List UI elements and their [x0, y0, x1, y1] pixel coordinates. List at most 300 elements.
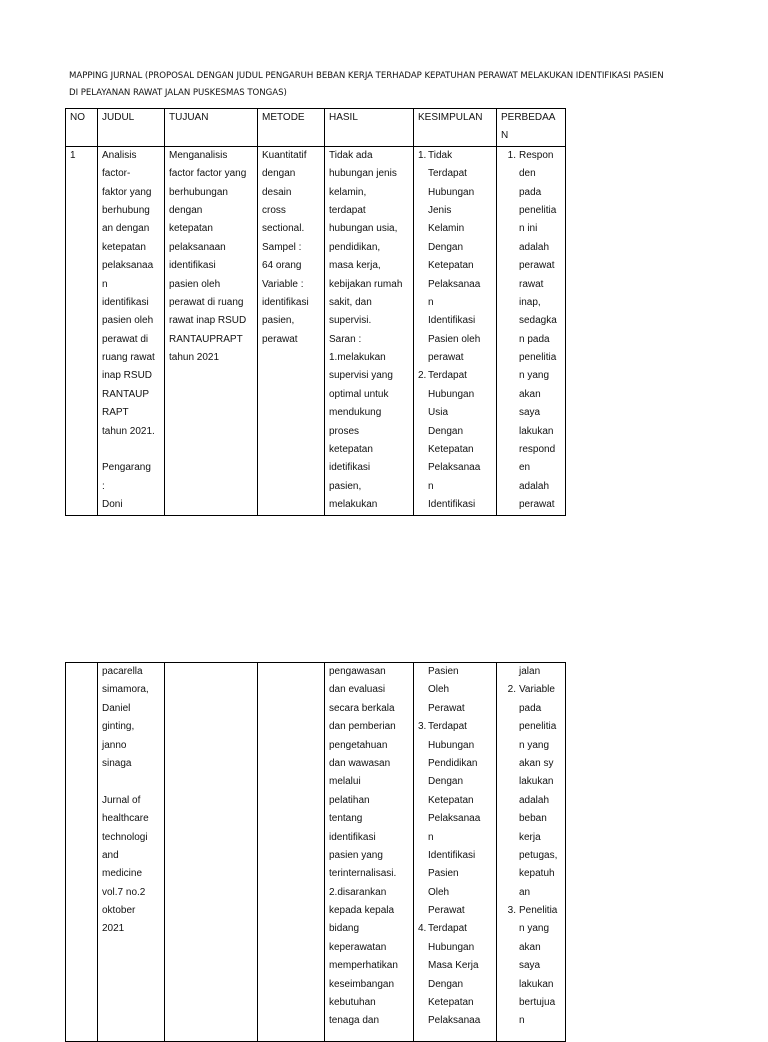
list-text: Pelaksanaa	[428, 813, 481, 825]
document-title	[69, 68, 729, 102]
cell-line: perawat di	[102, 333, 149, 345]
list-item-line	[418, 276, 493, 294]
list-text: an	[519, 886, 531, 898]
list-text: petugas,	[519, 849, 558, 861]
cell-line: TUJUAN	[169, 112, 209, 123]
cell-line: masa kerja,	[329, 260, 381, 272]
title-line-2: DI PELAYANAN RAWAT JALAN PUSKESMAS TONGAS)	[69, 88, 287, 98]
cell-line: cross	[262, 204, 286, 216]
cell-hasil	[325, 663, 414, 1042]
list-item-line	[501, 184, 562, 202]
cell-line: hubungan jenis	[329, 168, 397, 180]
list-text: Kelamin	[428, 223, 465, 235]
cell-line: identifikasi	[329, 831, 376, 843]
cell-line: identifikasi	[262, 296, 309, 308]
cell-line: Kuantitatif	[262, 149, 307, 161]
cell-line: Tidak ada	[329, 149, 373, 161]
cell-line: optimal untuk	[329, 388, 389, 400]
list-text: Ketepatan	[428, 794, 474, 806]
list-text: perawat	[519, 260, 555, 272]
list-item-line	[418, 312, 493, 330]
list-text: bertujua	[519, 997, 556, 1009]
list-item-line	[501, 349, 562, 367]
list-item-line	[418, 184, 493, 202]
list-text: Dengan	[428, 241, 464, 253]
list-item-line	[501, 202, 562, 220]
cell-line: keperawatan	[329, 941, 387, 953]
list-item-line	[501, 496, 562, 514]
cell-line: RAPT	[102, 407, 129, 419]
list-item-line	[501, 939, 562, 957]
list-text: Respon	[519, 149, 554, 161]
cell-line: Pengarang	[102, 462, 151, 474]
list-text: Pasien	[428, 666, 459, 677]
cell-line: :	[102, 480, 105, 492]
list-text: Pasien oleh	[428, 333, 481, 345]
list-text: den	[519, 168, 536, 180]
list-item-line	[501, 220, 562, 238]
list-item-start	[418, 920, 493, 938]
cell-line: medicine	[102, 868, 143, 880]
list-item-line	[418, 386, 493, 404]
list-text: Terdapat	[428, 721, 467, 733]
header-kesimpulan	[414, 109, 497, 147]
list-text: Identifikasi	[428, 849, 476, 861]
cell-judul	[98, 146, 165, 515]
cell-line: perawat	[262, 333, 298, 345]
list-item-line	[501, 792, 562, 810]
list-text: Terdapat	[428, 370, 467, 382]
cell-line: pelaksanaan	[169, 241, 226, 253]
cell-line: kelamin,	[329, 186, 367, 198]
cell-line: mendukung	[329, 407, 382, 419]
list-text: Hubungan	[428, 186, 475, 198]
mapping-table-page-2	[65, 662, 566, 1042]
cell-line: 1	[70, 149, 76, 161]
cell-line: Variable :	[262, 278, 304, 290]
cell-line: pasien,	[262, 315, 295, 327]
list-text: adalah	[519, 480, 550, 492]
cell-line: and	[102, 849, 119, 861]
table-row	[66, 663, 566, 1042]
cell-line: RANTAUPRAPT	[169, 333, 243, 345]
list-text: kepatuh	[519, 868, 555, 880]
cell-line: faktor yang	[102, 186, 152, 198]
cell-line: Analisis	[102, 149, 137, 161]
list-text: penelitia	[519, 721, 557, 733]
cell-line: Daniel	[102, 702, 131, 714]
list-item-line	[418, 478, 493, 496]
cell-line: identifikasi	[102, 296, 149, 308]
cell-line: keseimbangan	[329, 978, 395, 990]
list-number: 1.	[507, 149, 516, 161]
cell-line: perawat di ruang	[169, 296, 244, 308]
list-text: inap,	[519, 296, 541, 308]
cell-line: 64 orang	[262, 260, 302, 272]
cell-line: secara berkala	[329, 702, 395, 714]
cell-kesimpulan	[414, 146, 497, 515]
cell-line: kebijakan rumah	[329, 278, 403, 290]
cell-line: 1.melakukan	[329, 352, 386, 364]
cell-line: pasien oleh	[169, 278, 221, 290]
cell-line: pasien oleh	[102, 315, 154, 327]
list-item-line	[418, 459, 493, 477]
list-text: Oleh	[428, 684, 450, 696]
list-item-line	[501, 920, 562, 938]
list-text: Jenis	[428, 204, 452, 216]
list-number: 4.	[418, 923, 427, 935]
list-text: Variable	[519, 684, 555, 696]
list-item-line	[501, 829, 562, 847]
cell-line: bidang	[329, 923, 360, 935]
cell-line: Jurnal of	[102, 794, 141, 806]
list-text: adalah	[519, 794, 550, 806]
cell-line	[102, 773, 161, 791]
cell-line: supervisi.	[329, 315, 372, 327]
header-metode	[258, 109, 325, 147]
cell-line: dan pemberian	[329, 721, 396, 733]
cell-metode	[258, 663, 325, 1042]
cell-line: tahun 2021.	[102, 425, 155, 437]
cell-line: dengan	[169, 204, 203, 216]
list-item-line	[418, 902, 493, 920]
list-text: n	[428, 296, 434, 308]
list-item-start	[501, 681, 562, 699]
list-text: perawat	[428, 352, 464, 364]
cell-line: factor factor yang	[169, 168, 247, 180]
cell-line: tentang	[329, 813, 363, 825]
list-item-line	[418, 792, 493, 810]
cell-line: n	[102, 278, 108, 290]
list-text: akan	[519, 941, 541, 953]
cell-line: supervisi yang	[329, 370, 393, 382]
list-text: Penelitia	[519, 905, 558, 917]
cell-line: Sampel :	[262, 241, 302, 253]
cell-line: pasien yang	[329, 849, 383, 861]
list-text: penelitia	[519, 352, 557, 364]
cell-line: Doni	[102, 499, 123, 511]
list-text: n yang	[519, 923, 550, 935]
list-item-line	[501, 386, 562, 404]
list-text: rawat	[519, 278, 544, 290]
list-item-line	[418, 331, 493, 349]
cell-tujuan	[165, 146, 258, 515]
cell-line: idetifikasi	[329, 462, 371, 474]
list-item-start	[418, 147, 493, 165]
list-item-line	[501, 994, 562, 1012]
list-text: respond	[519, 444, 556, 456]
list-item-line	[501, 755, 562, 773]
cell-line: pengetahuan	[329, 739, 388, 751]
list-item-line	[418, 349, 493, 367]
list-item-start	[418, 367, 493, 385]
cell-line: dan evaluasi	[329, 684, 386, 696]
table-header-row	[66, 109, 566, 147]
list-text: lakukan	[519, 776, 554, 788]
list-item-line	[418, 663, 493, 681]
cell-line: tahun 2021	[169, 352, 220, 364]
list-text: Ketepatan	[428, 444, 474, 456]
list-text: Pelaksanaa	[428, 1015, 481, 1027]
list-number: 2.	[507, 684, 516, 696]
table-row	[66, 146, 566, 515]
cell-line: 2021	[102, 923, 125, 935]
cell-line: 2.disarankan	[329, 886, 387, 898]
list-item-line	[418, 957, 493, 975]
list-text: Hubungan	[428, 388, 475, 400]
cell-line: ketepatan	[169, 223, 213, 235]
title-line-1: MAPPING JURNAL (PROPOSAL DENGAN JUDUL PENGARUH BEBAN KERJA TERHADAP KEPATUHAN PERAWAT MELAKUKAN IDENTIFIKASI PASIEN	[69, 71, 664, 81]
list-item-line	[418, 239, 493, 257]
cell-line: HASIL	[329, 112, 358, 123]
header-hasil	[325, 109, 414, 147]
cell-line: memperhatikan	[329, 960, 398, 972]
cell-line: vol.7 no.2	[102, 886, 146, 898]
list-item-line	[501, 884, 562, 902]
list-item-start	[501, 147, 562, 165]
list-text: akan	[519, 388, 541, 400]
cell-judul	[98, 663, 165, 1042]
cell-line: sectional.	[262, 223, 305, 235]
cell-line: berhubungan	[169, 186, 228, 198]
list-item-line	[418, 257, 493, 275]
list-text: sedagka	[519, 315, 557, 327]
cell-line: desain	[262, 186, 292, 198]
cell-line: KESIMPULAN	[418, 112, 483, 123]
list-text: adalah	[519, 241, 550, 253]
cell-line: pasien,	[329, 480, 362, 492]
cell-line: pelaksanaa	[102, 260, 154, 272]
cell-line: proses	[329, 425, 360, 437]
cell-line: dengan	[262, 168, 296, 180]
cell-line: melakukan	[329, 499, 378, 511]
list-text: Dengan	[428, 425, 464, 437]
list-item-line	[418, 1012, 493, 1030]
list-text: Pendidikan	[428, 757, 478, 769]
cell-no	[66, 146, 98, 515]
mapping-table-page-1	[65, 108, 566, 516]
list-item-line	[501, 865, 562, 883]
list-item-line	[501, 976, 562, 994]
list-item-line	[501, 663, 562, 681]
cell-line: terinternalisasi.	[329, 868, 397, 880]
list-item-line	[418, 976, 493, 994]
list-text: akan sy	[519, 757, 554, 769]
list-text: lakukan	[519, 425, 554, 437]
list-item-line	[418, 294, 493, 312]
list-text: saya	[519, 960, 541, 972]
list-text: Usia	[428, 407, 449, 419]
cell-line: oktober	[102, 905, 136, 917]
list-text: Tidak	[428, 149, 453, 161]
list-item-line	[501, 276, 562, 294]
header-tujuan	[165, 109, 258, 147]
list-text: pada	[519, 702, 542, 714]
cell-line: sinaga	[102, 757, 132, 769]
list-text: pada	[519, 186, 542, 198]
cell-line: NO	[70, 112, 85, 123]
list-text: Terdapat	[428, 923, 467, 935]
cell-line: kebutuhan	[329, 997, 376, 1009]
list-item-line	[501, 700, 562, 718]
list-text: Pasien	[428, 868, 459, 880]
list-item-line	[501, 847, 562, 865]
cell-line: healthcare	[102, 813, 149, 825]
cell-line: technologi	[102, 831, 148, 843]
list-item-line	[501, 718, 562, 736]
list-text: Oleh	[428, 886, 450, 898]
list-item-line	[501, 312, 562, 330]
list-item-line	[418, 423, 493, 441]
list-item-line	[501, 459, 562, 477]
list-text: Masa Kerja	[428, 960, 479, 972]
list-item-line	[501, 478, 562, 496]
list-item-line	[418, 441, 493, 459]
cell-line: terdapat	[329, 204, 366, 216]
cell-line: berhubung	[102, 204, 150, 216]
list-text: Perawat	[428, 905, 465, 917]
list-item-line	[418, 496, 493, 514]
list-item-line	[418, 829, 493, 847]
cell-kesimpulan	[414, 663, 497, 1042]
list-text: Hubungan	[428, 941, 475, 953]
cell-hasil	[325, 146, 414, 515]
list-item-line	[418, 755, 493, 773]
header-perbedaan	[497, 109, 566, 147]
list-text: Pelaksanaa	[428, 462, 481, 474]
cell-perbedaan	[497, 146, 566, 515]
list-item-line	[501, 331, 562, 349]
list-item-line	[418, 165, 493, 183]
cell-line: pelatihan	[329, 794, 370, 806]
cell-line: melalui	[329, 776, 361, 788]
list-text: kerja	[519, 831, 541, 843]
cell-line: factor-	[102, 168, 131, 180]
cell-line: janno	[102, 739, 127, 751]
list-text: Identifikasi	[428, 499, 476, 511]
list-text: Ketepatan	[428, 260, 474, 272]
cell-line: pacarella	[102, 666, 143, 677]
list-text: Terdapat	[428, 168, 467, 180]
cell-no	[66, 663, 98, 1042]
cell-line: PERBEDAA	[501, 112, 556, 123]
list-item-line	[501, 239, 562, 257]
cell-line: sakit, dan	[329, 296, 372, 308]
list-text: Identifikasi	[428, 315, 476, 327]
list-text: beban	[519, 813, 547, 825]
cell-line: ginting,	[102, 721, 135, 733]
cell-perbedaan	[497, 663, 566, 1042]
cell-metode	[258, 146, 325, 515]
cell-line: METODE	[262, 112, 305, 123]
list-item-start	[418, 718, 493, 736]
list-item-line	[501, 165, 562, 183]
list-item-line	[501, 957, 562, 975]
list-text: Dengan	[428, 978, 464, 990]
list-number: 2.	[418, 370, 427, 382]
header-judul	[98, 109, 165, 147]
cell-line	[102, 441, 161, 459]
cell-line: dan wawasan	[329, 757, 391, 769]
list-text: Dengan	[428, 776, 464, 788]
cell-line: Saran :	[329, 333, 362, 345]
list-item-line	[501, 294, 562, 312]
list-item-line	[418, 865, 493, 883]
cell-line: Menganalisis	[169, 149, 228, 161]
list-text: saya	[519, 407, 541, 419]
list-item-line	[418, 700, 493, 718]
list-text: en	[519, 462, 531, 474]
list-item-line	[501, 737, 562, 755]
cell-line: RANTAUP	[102, 388, 150, 400]
cell-line: ketepatan	[102, 241, 146, 253]
list-item-line	[418, 773, 493, 791]
list-text: n pada	[519, 333, 550, 345]
list-text: penelitia	[519, 204, 557, 216]
list-item-line	[501, 423, 562, 441]
list-item-line	[501, 404, 562, 422]
list-item-line	[501, 257, 562, 275]
cell-line: ketepatan	[329, 444, 373, 456]
list-item-line	[418, 810, 493, 828]
list-item-line	[501, 367, 562, 385]
list-text: perawat	[519, 499, 555, 511]
cell-line: rawat inap RSUD	[169, 315, 247, 327]
list-text: n	[428, 480, 434, 492]
list-item-line	[418, 220, 493, 238]
cell-line: N	[501, 130, 509, 142]
list-item-line	[418, 884, 493, 902]
cell-line: inap RSUD	[102, 370, 153, 382]
list-text: jalan	[519, 666, 541, 677]
cell-line: simamora,	[102, 684, 149, 696]
cell-tujuan	[165, 663, 258, 1042]
list-text: n	[428, 831, 434, 843]
list-text: n ini	[519, 223, 538, 235]
cell-line: pengawasan	[329, 666, 386, 677]
cell-line: an dengan	[102, 223, 150, 235]
list-text: Hubungan	[428, 739, 475, 751]
list-item-start	[501, 902, 562, 920]
list-text: n yang	[519, 739, 550, 751]
list-number: 1.	[418, 149, 427, 161]
list-text: n yang	[519, 370, 550, 382]
cell-line: JUDUL	[102, 112, 135, 123]
cell-line: kepada kepala	[329, 905, 395, 917]
list-item-line	[418, 847, 493, 865]
cell-line: tenaga dan	[329, 1015, 380, 1027]
list-text: Pelaksanaa	[428, 278, 481, 290]
cell-line: ruang rawat	[102, 352, 155, 364]
list-text: lakukan	[519, 978, 554, 990]
list-item-line	[501, 773, 562, 791]
list-text: Perawat	[428, 702, 465, 714]
list-text: Ketepatan	[428, 997, 474, 1009]
cell-line: pendidikan,	[329, 241, 381, 253]
cell-line: identifikasi	[169, 260, 216, 272]
list-item-line	[501, 441, 562, 459]
cell-line: hubungan usia,	[329, 223, 398, 235]
list-item-line	[418, 202, 493, 220]
list-text: n	[519, 1015, 525, 1027]
list-item-line	[501, 810, 562, 828]
list-item-line	[418, 939, 493, 957]
list-number: 3.	[507, 905, 516, 917]
list-item-line	[501, 1012, 562, 1030]
list-item-line	[418, 994, 493, 1012]
list-item-line	[418, 404, 493, 422]
list-item-line	[418, 681, 493, 699]
